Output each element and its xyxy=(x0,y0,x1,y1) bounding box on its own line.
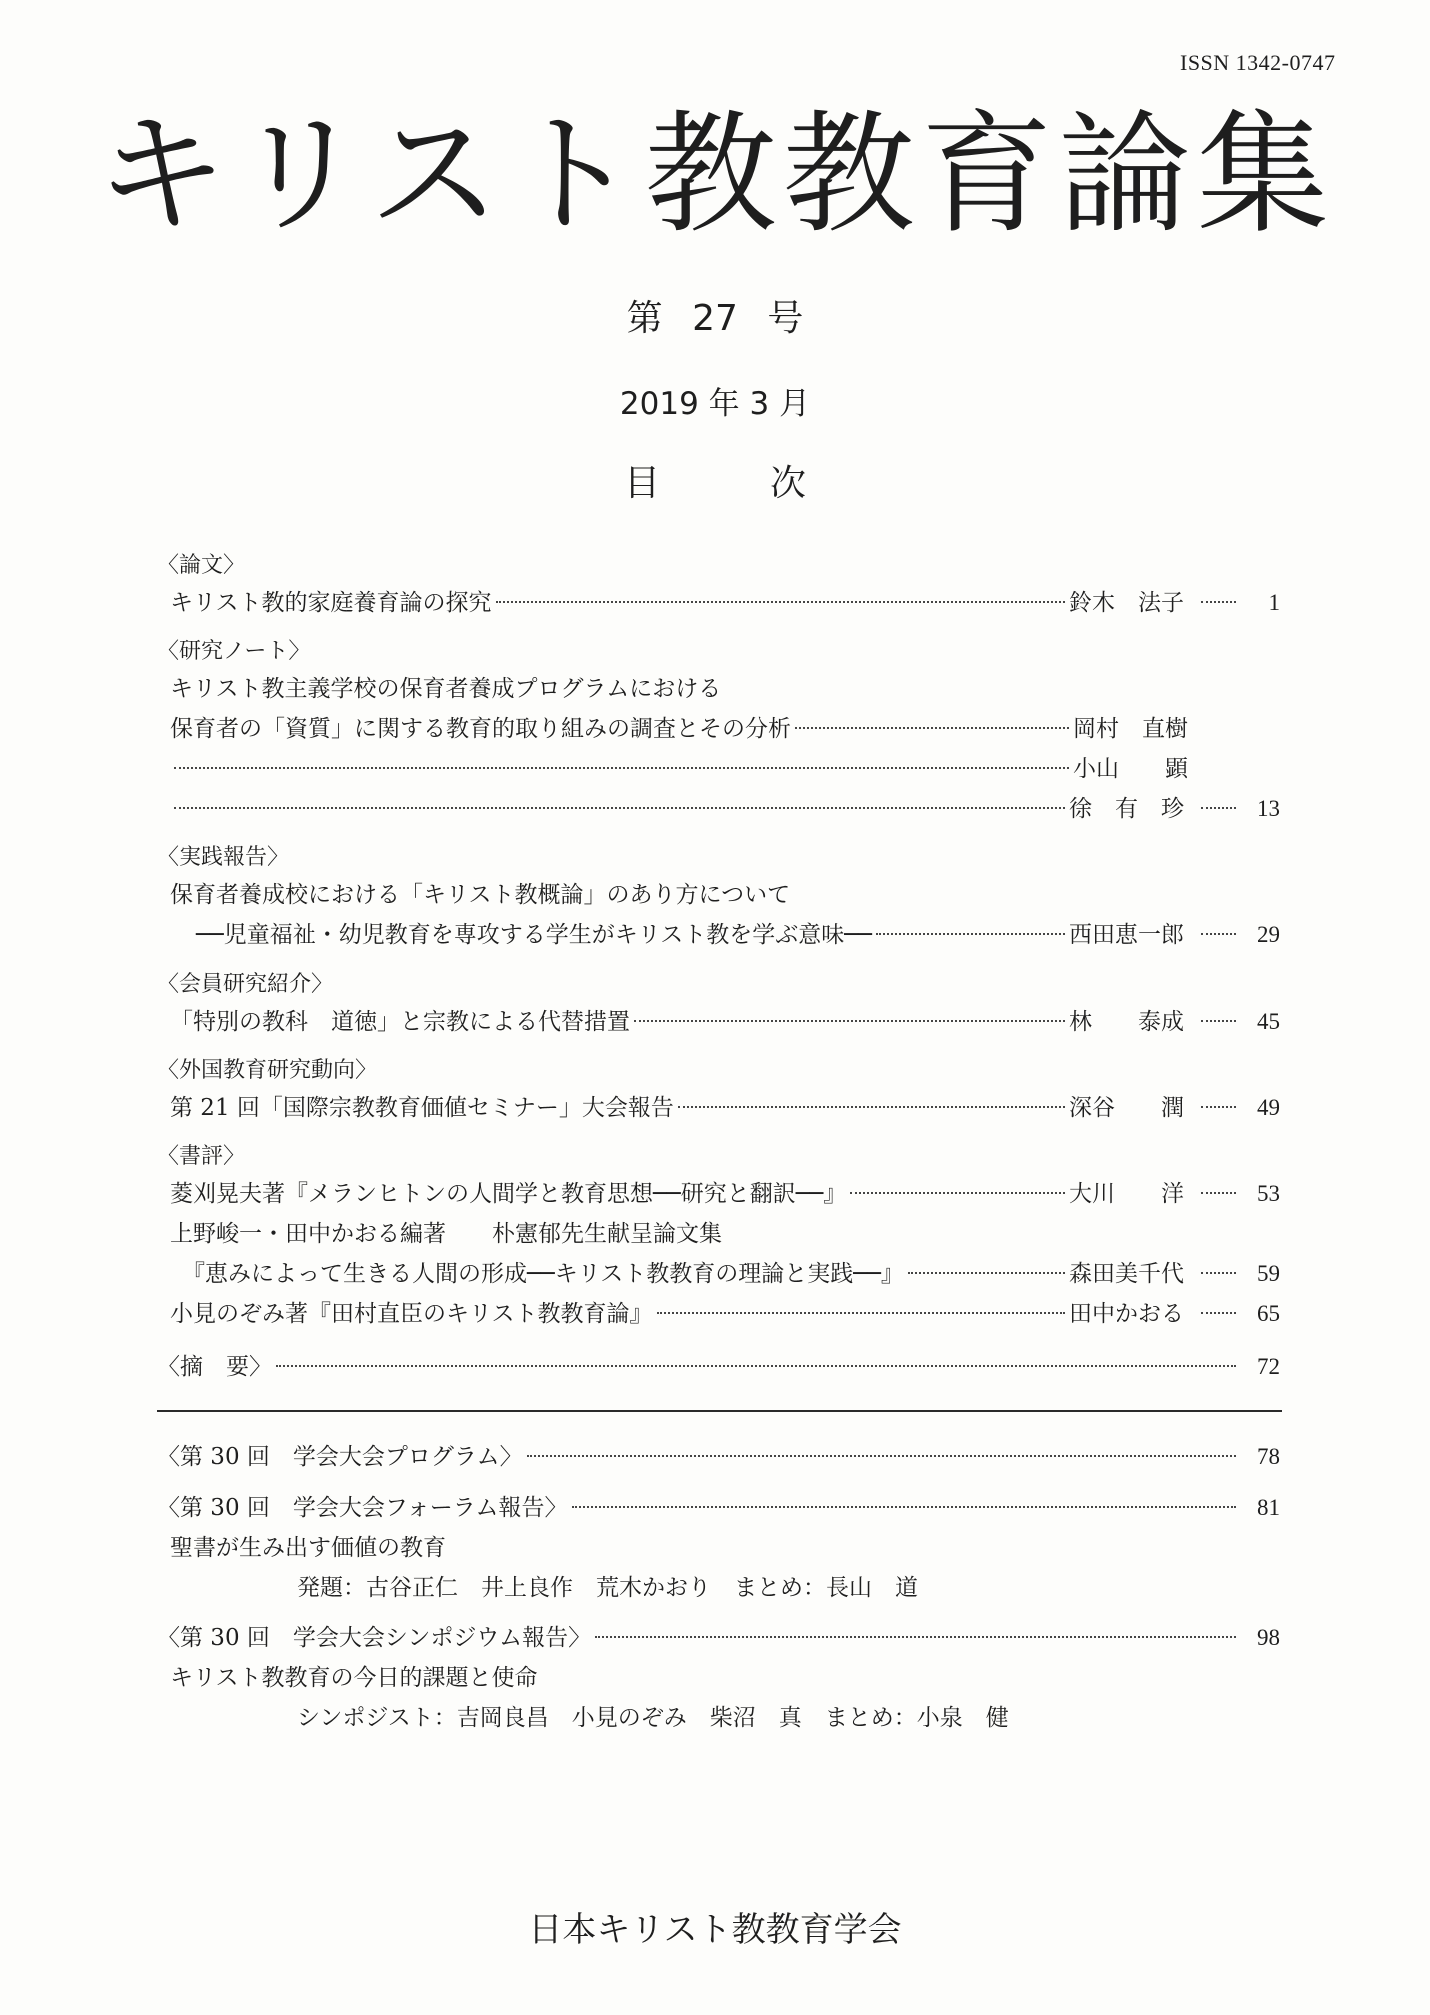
toc-heading-char-1: 目 xyxy=(623,463,660,504)
symposium-participants: シンポジスト：吉岡良昌 小見のぞみ 柴沼 真 まとめ：小泉 健 xyxy=(297,1705,1009,1731)
entry-title-line: キリスト教主義学校の保育者養成プログラムにおける xyxy=(170,676,722,702)
dot-leader xyxy=(795,727,1069,729)
dot-leader xyxy=(657,1312,1065,1314)
dot-leader xyxy=(1201,1020,1236,1022)
toc-entry-program[interactable] xyxy=(157,1440,1280,1474)
section-ronbun: 〈論文〉 xyxy=(157,553,246,578)
section-shohyo: 〈書評〉 xyxy=(157,1144,246,1169)
entry-title: 菱刈晃夫著『メランヒトンの人間学と教育思想──研究と翻訳──』 xyxy=(170,1181,847,1207)
dot-leader xyxy=(1201,1312,1236,1314)
section-kenkyu-note: 〈研究ノート〉 xyxy=(157,639,311,664)
entry-page: 45 xyxy=(1257,1009,1280,1034)
toc-entry[interactable] xyxy=(170,586,1280,620)
entry-author: 小山 顕 xyxy=(1073,756,1188,782)
toc-entry[interactable] xyxy=(170,712,1280,746)
section-program: 〈第 30 回 学会大会プログラム〉 xyxy=(157,1444,523,1470)
dot-leader xyxy=(496,601,1065,603)
dot-leader xyxy=(1201,807,1236,809)
section-tekiyo: 〈摘 要〉 xyxy=(157,1354,272,1380)
entry-author: 森田美千代 xyxy=(1069,1261,1184,1287)
section-symposium: 〈第 30 回 学会大会シンポジウム報告〉 xyxy=(157,1625,592,1651)
entry-page: 65 xyxy=(1257,1301,1280,1326)
forum-title: 聖書が生み出す価値の教育 xyxy=(170,1535,446,1561)
entry-page: 98 xyxy=(1257,1625,1280,1650)
entry-author: 徐 有 珍 xyxy=(1069,796,1184,822)
dot-leader xyxy=(876,933,1065,935)
dot-leader xyxy=(634,1020,1065,1022)
divider-line xyxy=(157,1410,1282,1412)
entry-author: 林 泰成 xyxy=(1069,1009,1184,1035)
toc-heading-char-2: 次 xyxy=(770,463,807,504)
section-kaiin: 〈会員研究紹介〉 xyxy=(157,972,334,997)
dot-leader xyxy=(1201,933,1236,935)
toc-entry[interactable] xyxy=(170,1005,1280,1039)
dot-leader xyxy=(850,1192,1065,1194)
entry-title: 保育者の「資質」に関する教育的取り組みの調査とその分析 xyxy=(170,716,791,742)
dot-leader xyxy=(174,807,1065,809)
dot-leader xyxy=(1201,601,1236,603)
issue-date: 2019 年 3 月 xyxy=(619,386,811,422)
entry-title: 『恵みによって生きる人間の形成──キリスト教教育の理論と実践──』 xyxy=(182,1261,904,1287)
toc-entry[interactable] xyxy=(170,1297,1280,1331)
section-jissen: 〈実践報告〉 xyxy=(157,845,290,870)
entry-author: 深谷 潤 xyxy=(1069,1095,1184,1121)
entry-page: 72 xyxy=(1257,1354,1280,1379)
entry-page: 78 xyxy=(1257,1444,1280,1469)
toc-entry-symposium[interactable] xyxy=(157,1621,1280,1655)
entry-title: 「特別の教科 道徳」と宗教による代替措置 xyxy=(170,1009,630,1035)
toc-entry[interactable] xyxy=(170,1091,1280,1125)
dot-leader xyxy=(527,1455,1236,1457)
journal-title: キリスト教教育論集 xyxy=(95,98,1335,252)
entry-page: 49 xyxy=(1257,1095,1280,1120)
issn-number: ISSN 1342-0747 xyxy=(1180,50,1336,75)
dot-leader xyxy=(595,1636,1236,1638)
entry-title-line: 保育者養成校における「キリスト教概論」のあり方について xyxy=(170,882,791,908)
entry-author: 岡村 直樹 xyxy=(1073,716,1188,742)
entry-page: 29 xyxy=(1257,922,1280,947)
toc-entry-coauthor[interactable] xyxy=(170,792,1280,826)
dot-leader xyxy=(276,1365,1236,1367)
entry-page: 53 xyxy=(1257,1181,1280,1206)
dot-leader xyxy=(1201,1106,1236,1108)
dot-leader xyxy=(678,1106,1065,1108)
section-forum: 〈第 30 回 学会大会フォーラム報告〉 xyxy=(157,1495,568,1521)
entry-title: 小見のぞみ著『田村直臣のキリスト教教育論』 xyxy=(170,1301,653,1327)
entry-author: 田中かおる xyxy=(1069,1301,1184,1327)
dot-leader xyxy=(1201,1192,1236,1194)
issue-number: 第 27 号 xyxy=(626,298,804,339)
dot-leader xyxy=(572,1506,1236,1508)
entry-title: 第 21 回「国際宗教教育価値セミナー」大会報告 xyxy=(170,1095,674,1121)
toc-entry-tekiyo[interactable] xyxy=(157,1350,1280,1384)
dot-leader xyxy=(908,1272,1065,1274)
entry-author: 西田恵一郎 xyxy=(1069,922,1184,948)
forum-participants: 発題：古谷正仁 井上良作 荒木かおり まとめ：長山 道 xyxy=(297,1575,918,1601)
dot-leader xyxy=(1201,1272,1236,1274)
entry-page: 1 xyxy=(1268,590,1280,615)
entry-author: 鈴木 法子 xyxy=(1069,590,1184,616)
entry-page: 13 xyxy=(1257,796,1280,821)
section-gaikoku: 〈外国教育研究動向〉 xyxy=(157,1058,378,1083)
toc-heading xyxy=(0,455,1430,506)
entry-subtitle: ──児童福祉・幼児教育を専攻する学生がキリスト教を学ぶ意味── xyxy=(196,922,872,948)
toc-entry-coauthor[interactable] xyxy=(170,752,1280,786)
entry-page: 59 xyxy=(1257,1261,1280,1286)
entry-title-line: 上野峻一・田中かおる編著 朴憲郁先生献呈論文集 xyxy=(170,1221,722,1247)
toc-entry[interactable] xyxy=(196,918,1280,952)
symposium-title: キリスト教教育の今日的課題と使命 xyxy=(170,1665,538,1691)
entry-author: 大川 洋 xyxy=(1069,1181,1184,1207)
entry-title: キリスト教的家庭養育論の探究 xyxy=(170,590,492,616)
toc-entry-forum[interactable] xyxy=(157,1491,1280,1525)
toc-entry[interactable] xyxy=(170,1177,1280,1211)
dot-leader xyxy=(174,767,1069,769)
toc-entry[interactable] xyxy=(182,1257,1280,1291)
entry-page: 81 xyxy=(1257,1495,1280,1520)
publisher-name: 日本キリスト教教育学会 xyxy=(528,1910,902,1950)
